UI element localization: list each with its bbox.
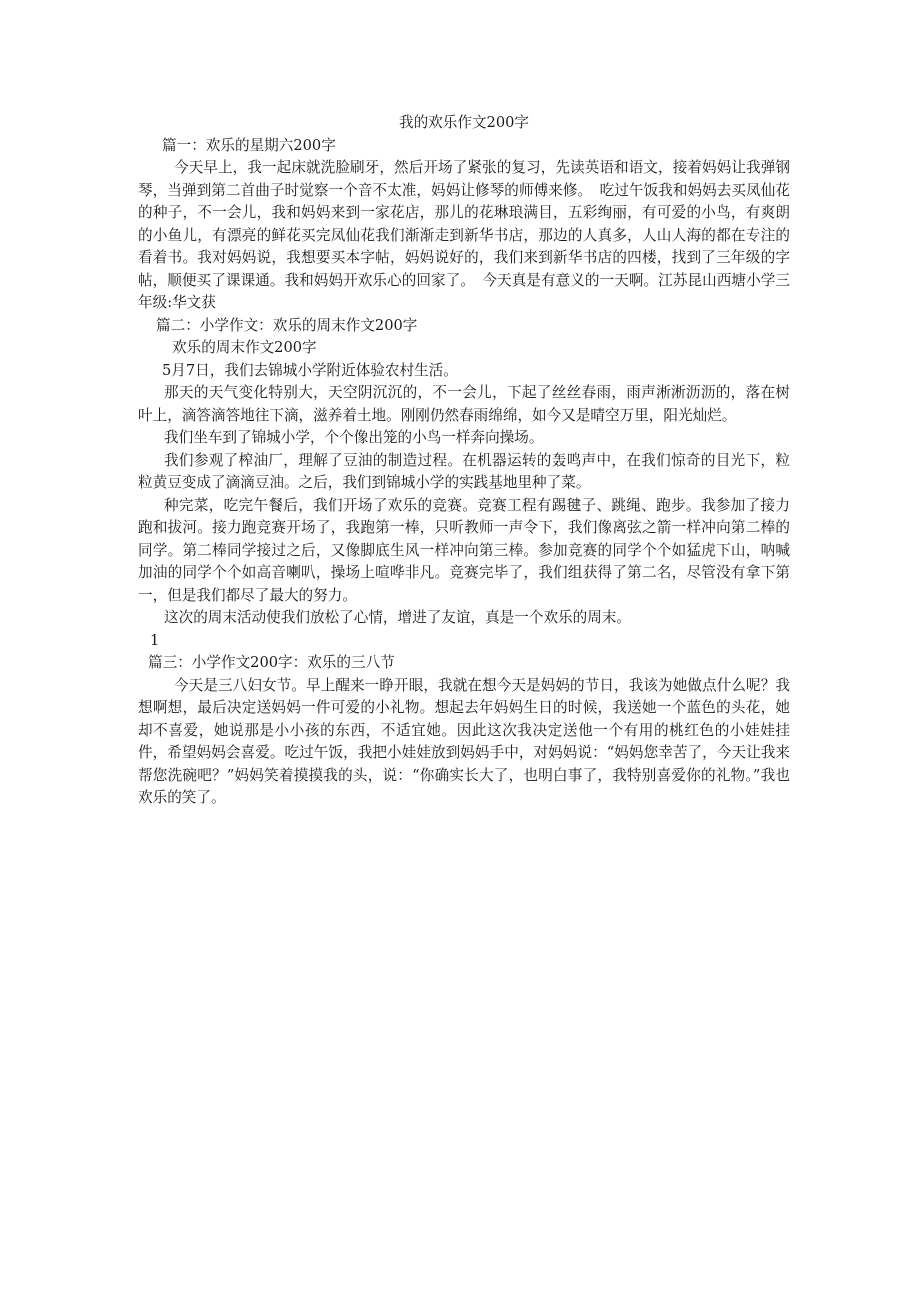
essay2-date-line: 5月7日，我们去锦城小学附近体验农村生活。: [162, 361, 458, 379]
document-page: [138, 112, 790, 810]
essay2-paragraph-3: 我们参观了榨油厂，理解了豆油的制造过程。在机器运转的轰鸣声中，在我们惊奇的目光下，粒粒黄豆变成了滴滴豆油。之后，我们到锦城小学的实践基地里种了菜。: [138, 451, 790, 491]
essay2-heading: 篇二：小学作文：欢乐的周末作文200字: [156, 316, 418, 334]
essay3-body: 今天是三八妇女节。早上醒来一睁开眼，我就在想今天是妈妈的节日，我该为她做点什么呢？我想啊想，最后决定送妈妈一件可爱的小礼物。想起去年妈妈生日的时候，我送她一个蓝色的头花，她却不喜爱，她说那是小小孩的东西，不适宜她。因此这次我决定送他一个有用的桃红色的小娃娃挂件，希望妈妈会喜爱。吃过午饭，我把小娃娃放到妈妈手中，对妈妈说：“妈妈您幸苦了，今天让我来帮您洗碗吧？”妈妈笑着摸摸我的头，说：“你确实长大了，也明白事了，我特别喜爱你的礼物。”我也欢乐的笑了。: [138, 676, 790, 806]
essay2-paragraph-2: 我们坐车到了锦城小学，个个像出笼的小鸟一样奔向操场。: [164, 429, 544, 446]
essay2-paragraph-4: 种完菜，吃完午餐后，我们开场了欢乐的竞赛。竞赛工程有踢毽子、跳绳、跑步。我参加了接力跑和拔河。接力跑竞赛开场了，我跑第一棒，只听教师一声令下，我们像离弦之箭一样冲向第二棒的同学。第二棒同学接过之后，又像脚底生风一样冲向第三棒。参加竞赛的同学个个如猛虎下山，呐喊加油的同学个个如高音喇叭，操场上喧哗非凡。竞赛完毕了，我们组获得了第二名，尽管没有拿下第一，但是我们都尽了最大的努力。: [138, 496, 790, 604]
essay1-heading: 篇一：欢乐的星期六200字: [162, 136, 336, 154]
essay2-paragraph-5: 这次的周末活动使我们放松了心情，增进了友谊，真是一个欢乐的周末。: [164, 609, 632, 626]
document-title: 我的欢乐作文200字: [398, 114, 529, 131]
page-number: 1: [150, 631, 160, 649]
essay2-subheading: 欢乐的周末作文200字: [172, 339, 317, 356]
essay1-body: 今天早上，我一起床就洗脸刷牙，然后开场了紧张的复习，先读英语和语文，接着妈妈让我弹钢琴，当弹到第二首曲子时觉察一个音不太准，妈妈让修琴的师傅来修。 吃过午饭我和妈妈去买凤仙花的种子，不一会儿，我和妈妈来到一家花店，那儿的花琳琅满目，五彩绚丽，有可爱的小鸟，有爽朗的小鱼儿，有漂亮的鲜花买完凤仙花我们渐渐走到新华书店，那边的人真多，人山人海的都在专注的看着书。我对妈妈说，我想要买本字帖，妈妈说好的，我们来到新华书店的四楼，找到了三年级的字帖，顺便买了课课通。我和妈妈开欢乐心的回家了。 今天真是有意义的一天啊。江苏昆山西塘小学三年级:华文获: [138, 159, 790, 311]
essay2-paragraph-1: 那天的天气变化特别大，天空阴沉沉的，不一会儿，下起了丝丝春雨，雨声淅淅沥沥的，落在树叶上，滴答滴答地往下滴，滋养着土地。刚刚仍然春雨绵绵，如今又是晴空万里，阳光灿烂。: [138, 384, 790, 424]
essay3-heading: 篇三：小学作文200字：欢乐的三八节: [148, 654, 395, 671]
